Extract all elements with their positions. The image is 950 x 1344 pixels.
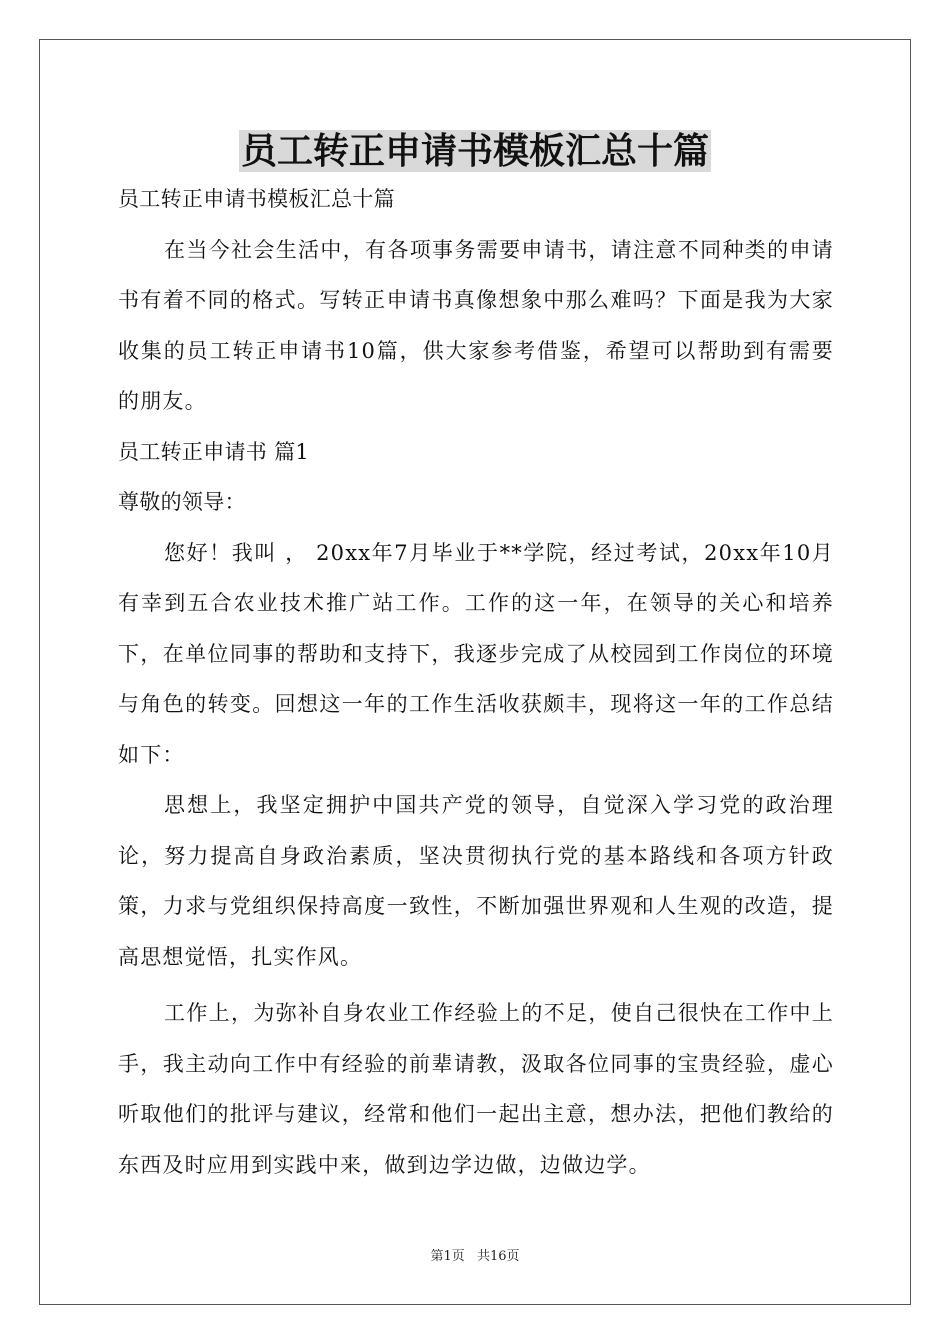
document-title <box>0 126 950 176</box>
document-title-text: 员工转正申请书模板汇总十篇 <box>240 130 709 172</box>
salutation: 尊敬的领导： <box>118 490 246 514</box>
document-body <box>118 174 834 1190</box>
body-paragraph: 工作上，为弥补自身农业工作经验上的不足，使自己很快在工作中上手，我主动向工作中有经验的前辈请教，汲取各位同事的宝贵经验，虚心听取他们的批评与建议，经常和他们一起出主意，想办法，把他们教给的东西及时应用到实践中来，做到边学边做，边做边学。 <box>118 1001 834 1177</box>
page-footer <box>0 1248 950 1266</box>
page-total: 共16页 <box>476 1249 520 1264</box>
body-paragraph: 思想上，我坚定拥护中国共产党的领导，自觉深入学习党的政治理论，努力提高自身政治素质，坚决贯彻执行党的基本路线和各项方针政策，力求与党组织保持高度一致性，不断加强世界观和人生观的改造，提高思想觉悟，扎实作风。 <box>118 793 834 969</box>
body-paragraph: 您好！我叫 ， 20xx年7月毕业于**学院，经过考试，20xx年10月有幸到五合农业技术推广站工作。工作的这一年，在领导的关心和培养下，在单位同事的帮助和支持下，我逐步完成了从校园到工作岗位的环境与角色的转变。回想这一年的工作生活收获颇丰，现将这一年的工作总结如下： <box>118 540 834 767</box>
section-heading: 员工转正申请书 篇1 <box>118 439 310 464</box>
intro-paragraph: 在当今社会生活中，有各项事务需要申请书，请注意不同种类的申请书有着不同的格式。写转正申请书真像想象中那么难吗？下面是我为大家收集的员工转正申请书10篇，供大家参考借鉴，希望可以帮助到有需要的朋友。 <box>118 237 834 413</box>
document-subtitle: 员工转正申请书模板汇总十篇 <box>118 187 395 211</box>
page-number: 第1页 <box>430 1249 465 1264</box>
